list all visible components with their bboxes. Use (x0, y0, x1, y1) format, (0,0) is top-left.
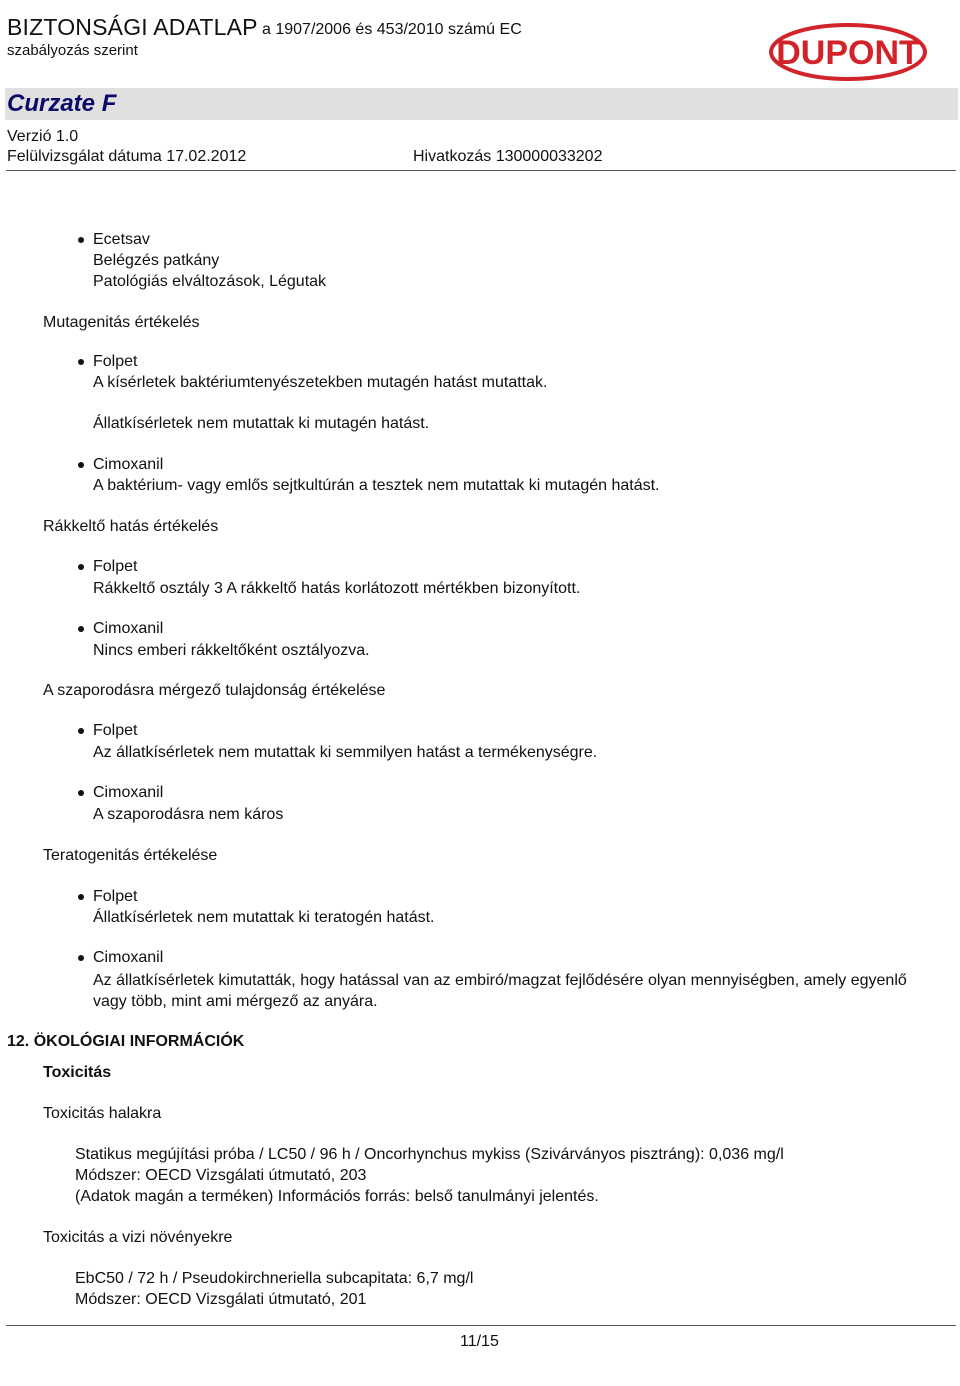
page-number: 11/15 (460, 1333, 499, 1350)
document-title: BIZTONSÁGI ADATLAP (7, 14, 258, 40)
fish-toxicity-line-2: Módszer: OECD Vizsgálati útmutató, 203 (75, 1167, 367, 1184)
plants-toxicity-line-2: Módszer: OECD Vizsgálati útmutató, 201 (75, 1291, 367, 1308)
bullet-icon (78, 955, 84, 961)
logo-wordmark: DUPONT (776, 34, 920, 72)
mutagenicity-folpet-text-2: Állatkísérletek nem mutattak ki mutagén hatást. (93, 415, 430, 432)
ecetsav-line-1: Belégzés patkány (93, 252, 220, 269)
bullet-icon (78, 728, 84, 734)
mutagenicity-heading: Mutagenitás értékelés (43, 314, 200, 331)
bullet-icon (78, 626, 84, 632)
regulation-line-2: szabályozás szerint (7, 42, 138, 59)
bullet-icon (78, 564, 84, 570)
teratogenicity-folpet: Folpet (93, 888, 138, 905)
carcinogenicity-heading: Rákkeltő hatás értékelés (43, 518, 219, 535)
dupont-logo (768, 22, 928, 82)
bullet-icon (78, 790, 84, 796)
plants-toxicity-line-1: EbC50 / 72 h / Pseudokirchneriella subcapitata: 6,7 mg/l (75, 1270, 474, 1287)
reproductive-cimoxanil-text: A szaporodásra nem káros (93, 806, 284, 823)
reproductive-heading: A szaporodásra mérgező tulajdonság értékelése (43, 682, 386, 699)
mutagenicity-folpet-text-1: A kísérletek baktériumtenyészetekben mutagén hatást mutattak. (93, 374, 548, 391)
fish-toxicity-heading: Toxicitás halakra (43, 1105, 162, 1122)
mutagenicity-cimoxanil: Cimoxanil (93, 456, 164, 473)
teratogenicity-cimoxanil: Cimoxanil (93, 949, 164, 966)
teratogenicity-heading: Teratogenitás értékelése (43, 847, 218, 864)
mutagenicity-cimoxanil-text: A baktérium- vagy emlős sejtkultúrán a tesztek nem mutattak ki mutagén hatást. (93, 477, 660, 494)
carcinogenicity-folpet: Folpet (93, 558, 138, 575)
carcinogenicity-cimoxanil: Cimoxanil (93, 620, 164, 637)
plants-toxicity-heading: Toxicitás a vizi növényekre (43, 1229, 233, 1246)
mutagenicity-folpet: Folpet (93, 353, 138, 370)
ecetsav-line-2: Patológiás elváltozások, Légutak (93, 273, 327, 290)
fish-toxicity-line-3: (Adatok magán a terméken) Információs forrás: belső tanulmányi jelentés. (75, 1188, 599, 1205)
revision-date: Felülvizsgálat dátuma 17.02.2012 (7, 148, 247, 165)
bullet-icon (78, 237, 84, 243)
teratogenicity-folpet-text: Állatkísérletek nem mutattak ki teratogén hatást. (93, 909, 435, 926)
bullet-icon (78, 359, 84, 365)
substance-ecetsav: Ecetsav (93, 231, 150, 248)
reference-number: Hivatkozás 130000033202 (413, 148, 603, 165)
reproductive-cimoxanil: Cimoxanil (93, 784, 164, 801)
carcinogenicity-folpet-text: Rákkeltő osztály 3 A rákkeltő hatás korlátozott mértékben bizonyított. (93, 580, 581, 597)
reproductive-folpet: Folpet (93, 722, 138, 739)
carcinogenicity-cimoxanil-text: Nincs emberi rákkeltőként osztályozva. (93, 642, 370, 659)
reproductive-folpet-text: Az állatkísérletek nem mutattak ki semmilyen hatást a termékenységre. (93, 744, 598, 761)
teratogenicity-cimoxanil-text: Az állatkísérletek kimutatták, hogy hatással van az embiró/magzat fejlődésére olyan mennyiségben, amely egyenlő vagy több, mint ami mérgező az anyára. (93, 972, 907, 1010)
bullet-icon (78, 894, 84, 900)
fish-toxicity-line-1: Statikus megújítási próba / LC50 / 96 h / Oncorhynchus mykiss (Szivárványos pisztráng): 0,036 mg/l (75, 1146, 784, 1163)
product-band (5, 88, 958, 120)
footer-divider (6, 1325, 956, 1326)
header-divider (6, 170, 956, 171)
version-label: Verzió 1.0 (7, 128, 79, 145)
product-name: Curzate F (7, 90, 117, 117)
toxicity-heading: Toxicitás (43, 1064, 112, 1081)
section-12-heading: 12. ÖKOLÓGIAI INFORMÁCIÓK (7, 1033, 245, 1050)
regulation-line-1: a 1907/2006 és 453/2010 számú EC (262, 21, 522, 38)
bullet-icon (78, 462, 84, 468)
